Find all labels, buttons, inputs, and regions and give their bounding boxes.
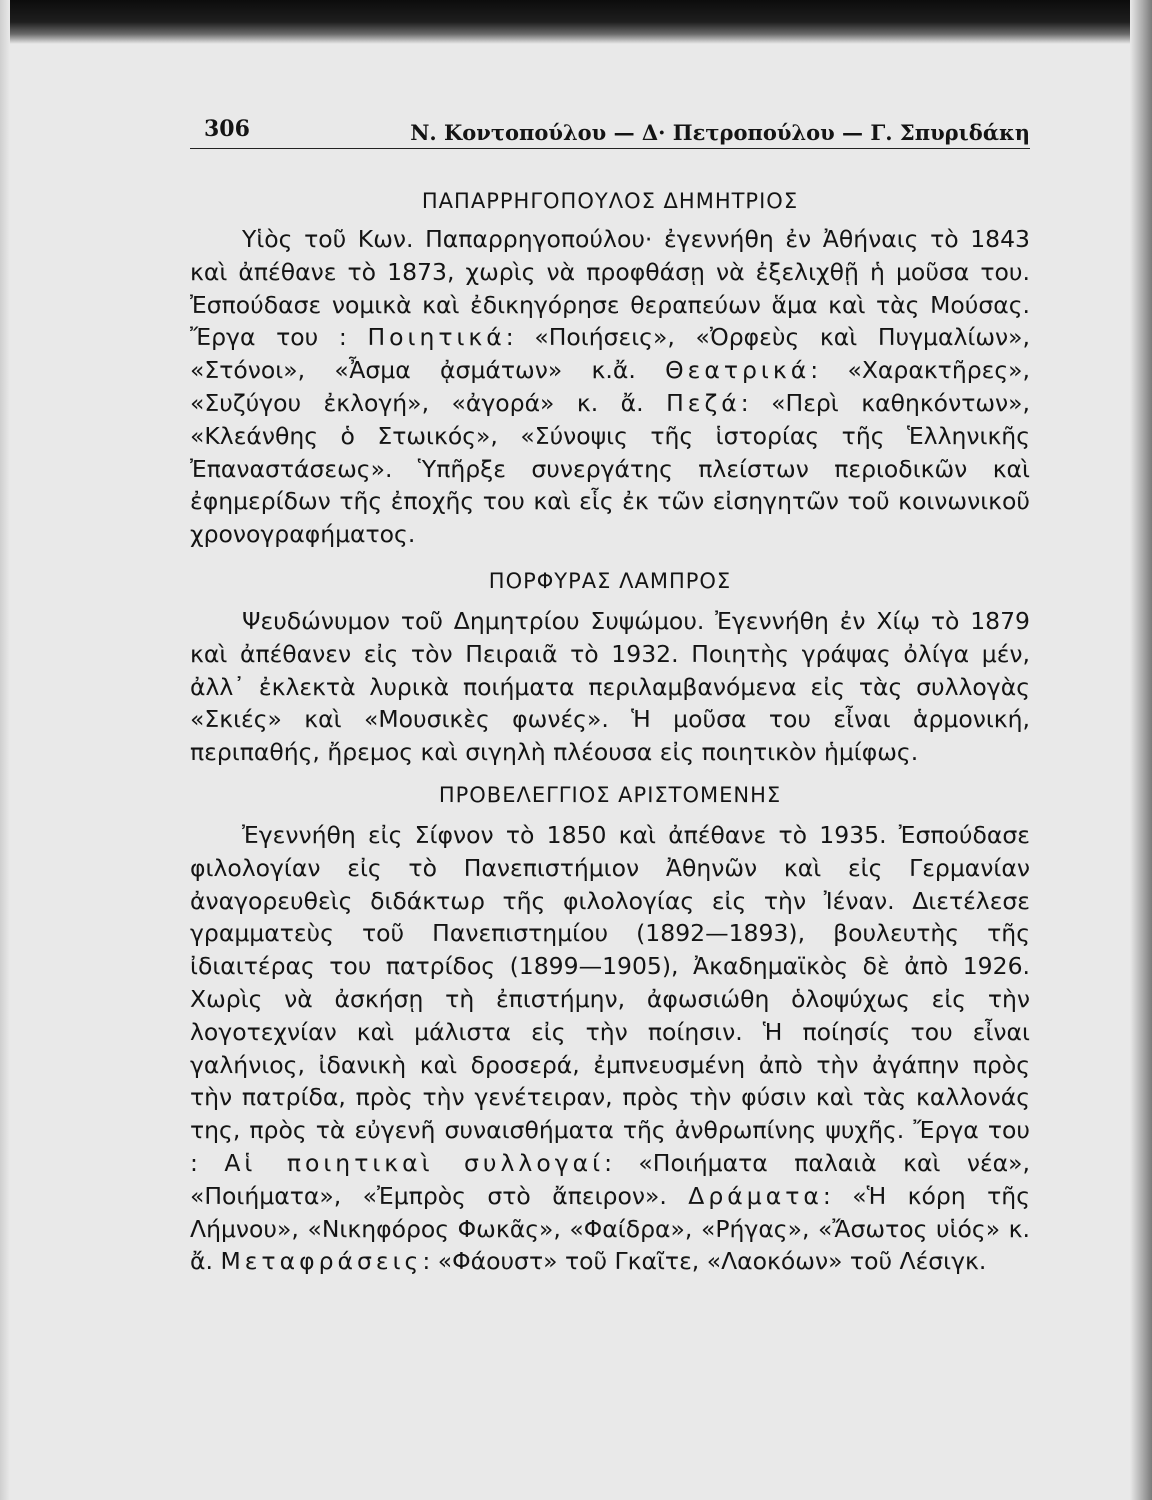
page-number: 306	[204, 116, 250, 142]
entry-body-porfyras	[190, 605, 1030, 769]
entry-heading-paparrigopoulos: ΠΑΠΑΡΡΗΓΟΠΟΥΛΟΣ ΔΗΜΗΤΡΙΟΣ	[421, 189, 799, 213]
genre-label: Δράματα	[688, 1181, 823, 1210]
entry-text: : «Ποιήσεις», «Ὀρφεὺς καὶ Πυγμαλίων», «Στόνοι», «Ἆσμα ᾀσμάτων» κ.ἄ.	[190, 323, 1030, 385]
scan-left-edge	[0, 0, 10, 1500]
entry-text: : «Χαρακτῆρες», «Συζύγου ἐκλογή», «ἀγορά» κ. ἄ.	[190, 356, 1030, 417]
entry-text: Ψευδώνυμον τοῦ Δημητρίου Συψώμου. Ἐγεννήθη ἐν Χίῳ τὸ 1879 καὶ ἀπέθανεν εἰς τὸν Πειραιᾶ τὸ 1932. Ποιητὴς γράψας ὀλίγα μέν, ἀλλ᾽ ἐκλεκτὰ λυρικὰ ποιήματα περιλαμβανόμενα εἰς τὰς συλλογὰς «Σκιές» καὶ «Μουσικὲς φωνές». Ἡ μοῦσα του εἶναι ἁρμονική, περιπαθής, ἤρεμος καὶ σιγηλὴ πλέουσα εἰς ποιητικὸν ἡμίφως.	[190, 606, 1030, 767]
book-page	[190, 112, 1030, 1278]
entry-text: : «Φάουστ» τοῦ Γκαῖτε, «Λαοκόων» τοῦ Λέσιγκ.	[422, 1247, 987, 1276]
entry-body-paparrigopoulos	[190, 223, 1030, 551]
scan-right-edge	[1130, 0, 1152, 1500]
genre-label: Αἱ ποιητικαὶ συλλογαί	[224, 1148, 605, 1177]
genre-label: Μεταφράσεις	[220, 1247, 423, 1276]
header-authors: Ν. Κοντοπούλου — Δ· Πετροπούλου — Γ. Σπυριδάκη	[410, 120, 1030, 145]
entry-body-provelengios	[190, 819, 1030, 1278]
entry-heading-porfyras: ΠΟΡΦΥΡΑΣ ΛΑΜΠΡΟΣ	[488, 568, 732, 593]
entry-text: Ἐγεννήθη εἰς Σίφνον τὸ 1850 καὶ ἀπέθανε τὸ 1935. Ἐσπούδασε φιλολογίαν εἰς τὸ Πανεπιστήμιον Ἀθηνῶν καὶ εἰς Γερμανίαν ἀναγορευθεὶς διδάκτωρ τῆς φιλολογίας εἰς τὴν Ἰέναν. Διετέλεσε γραμματεὺς τοῦ Πανεπιστημίου (1892—1893), βουλευτὴς τῆς ἰδιαιτέρας του πατρίδος (1899—1905), Ἀκαδημαϊκὸς δὲ ἀπὸ 1926. Χωρὶς νὰ ἀσκήσῃ τὴ ἐπιστήμην, ἀφωσιώθη ὁλοψύχως εἰς τὴν λογοτεχνίαν καὶ μάλιστα εἰς τὴν ποίησιν. Ἡ ποίησίς του εἶναι γαλήνιος, ἰδανικὴ καὶ δροσερά, ἐμπνευσμένη ἀπὸ τὴν ἀγάπην πρὸς τὴν πατρίδα, πρὸς τὴν γενέτειραν, πρὸς τὴν φύσιν καὶ τὰς καλλονάς της, πρὸς τὰ εὐγενῆ συναισθήματα τῆς ἀνθρωπίνης ψυχῆς. Ἔργα του :	[190, 820, 1030, 1177]
genre-label: Πεζά	[666, 388, 741, 417]
entry-text: : «Ἡ κόρη τῆς Λήμνου», «Νικηφόρος Φωκᾶς», «Φαίδρα», «Ρήγας», «Ἄσωτος υἱός» κ. ἄ.	[190, 1181, 1030, 1276]
genre-label: Ποιητικά	[367, 323, 506, 352]
entry-text: : «Περὶ καθηκόντων», «Κλεάνθης ὁ Στωικός», «Σύνοψις τῆς ἱστορίας τῆς Ἑλληνικῆς Ἐπαναστάσεως». Ὑπῆρξε συνεργάτης πλείστων περιοδικῶν καὶ ἐφημερίδων τῆς ἐποχῆς του καὶ εἷς ἐκ τῶν εἰσηγητῶν τοῦ κοινωνικοῦ χρονογραφήματος.	[190, 388, 1030, 549]
running-head	[190, 112, 1030, 149]
entry-text: Υἱὸς τοῦ Κων. Παπαρρηγοπούλου· ἐγεννήθη ἐν Ἀθήναις τὸ 1843 καὶ ἀπέθανε τὸ 1873, χωρὶς νὰ προφθάσῃ νὰ ἐξελιχθῇ ἡ μοῦσα του. Ἐσπούδασε νομικὰ καὶ ἐδικηγόρησε θεραπεύων ἅμα καὶ τὰς Μούσας. Ἔργα του :	[190, 225, 1030, 352]
entry-text: : «Ποιήματα παλαιὰ καὶ νέα», «Ποιήματα», «Ἐμπρὸς στὸ ἄπειρον».	[190, 1148, 1031, 1210]
genre-label: Θεατρικά	[665, 356, 811, 385]
entry-heading-provelengios: ΠΡΟΒΕΛΕΓΓΙΟΣ ΑΡΙΣΤΟΜΕΝΗΣ	[438, 782, 782, 807]
scan-top-edge	[0, 0, 1152, 44]
